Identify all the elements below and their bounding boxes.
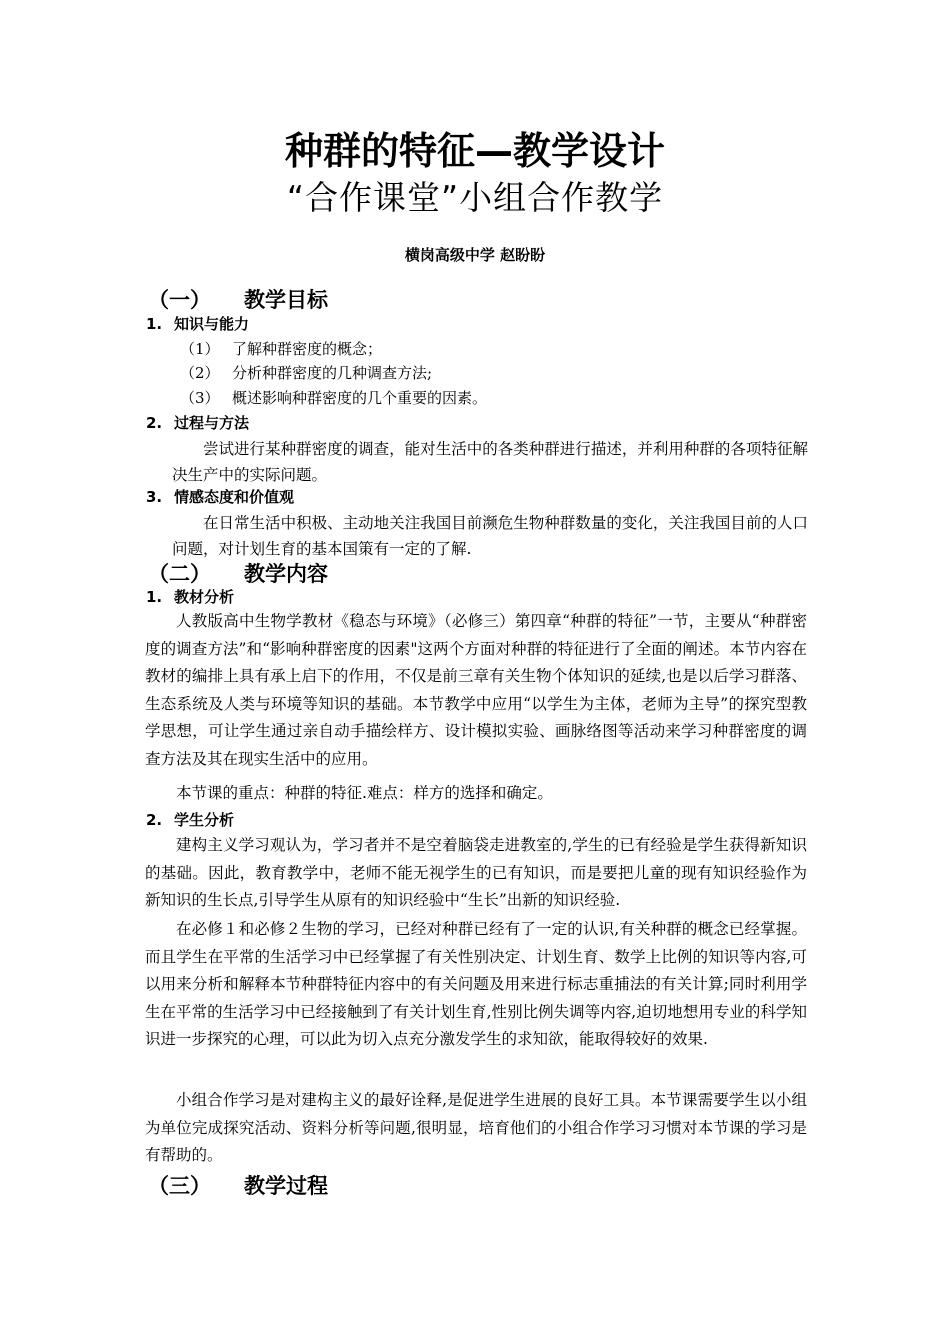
author-line: 横岗高级中学 赵盼盼: [404, 246, 546, 264]
list-item-text: 概述影响种群密度的几个重要的因素。: [232, 389, 488, 407]
subheading-knowledge: [146, 313, 249, 335]
list-item: [180, 362, 432, 384]
paragraph-constructivism: 建构主义学习观认为，学习者并不是空着脑袋走进教室的,学生的已有经验是学生获得新知识的基础。因此，教育教学中，老师不能无视学生的已有知识，而是要把儿童的现有知识经验作为新知识的生长点,引导学生从原有的知识经验中“生长”出新的知识经验.: [145, 836, 807, 909]
section-title: 教学过程: [244, 1174, 328, 1198]
subheading-number: 3.: [146, 488, 163, 506]
list-item: [180, 387, 487, 409]
paragraph-textbook: 人教版高中生物学教材《稳态与环境》（必修三）第四章“种群的特征”一节，主要从“种群密度的调查方法”和“影响种群密度的因素"这两个方面对种群的特征进行了全面的阐述。本节内容在教材的编排上具有承上启下的作用，不仅是前三章有关生物个体知识的延续,也是以后学习群落、生态系统及人类与环境等知识的基础。本节教学中应用“以学生为主体，老师为主导”的探究型教学思想，可让学生通过亲自动手描绘样方、设计模拟实验、画脉络图等活动来学习种群密度的调查方法及其在现实生活中的应用。: [145, 612, 807, 768]
subheading-title: 过程与方法: [174, 414, 250, 432]
list-item-number: （1）: [180, 340, 220, 358]
subheading-title: 学生分析: [174, 811, 235, 829]
subheading-students: [146, 809, 234, 831]
section-number: （一）: [148, 288, 211, 312]
subheading-textbook: [146, 586, 234, 608]
paragraph-key-points: 本节课的重点：种群的特征.难点：样方的选择和确定。: [176, 784, 553, 802]
list-item: [180, 338, 382, 360]
section-number: （二）: [148, 562, 211, 586]
subheading-number: 1.: [146, 588, 163, 606]
section-heading-process: [148, 1172, 328, 1200]
subheading-title: 情感态度和价值观: [174, 488, 295, 506]
section-title: 教学目标: [244, 288, 328, 312]
paragraph-prior-knowledge: 在必修１和必修２生物的学习，已经对种群已经有了一定的认识,有关种群的概念已经掌握。而且学生在平常的生活学习中已经掌握了有关性别决定、计划生育、数学上比例的知识等内容,可以用来分析和解释本节种群特征内容中的有关问题及用来进行标志重捕法的有关计算;同时利用学生在平常的生活学习中已经接触到了有关计划生育,性别比例失调等内容,迫切地想用专业的科学知识进一步探究的心理，可以此为切入点充分激发学生的求知欲，能取得较好的效果.: [145, 920, 807, 1048]
subheading-process: [146, 412, 249, 434]
list-item-text: 分析种群密度的几种调查方法;: [232, 364, 433, 382]
subheading-attitude: [146, 486, 294, 508]
list-item-number: （2）: [180, 364, 220, 382]
document-title: 种群的特征—教学设计: [284, 129, 665, 173]
subheading-number: 1.: [146, 315, 163, 333]
paragraph-cooperative: 小组合作学习是对建构主义的最好诠释,是促进学生进展的良好工具。本节课需要学生以小组为单位完成探究活动、资料分析等问题,很明显，培育他们的小组合作学习习惯对本节课的学习是有帮助的。: [145, 1091, 807, 1164]
section-heading-goals: [148, 286, 328, 314]
list-item-number: （3）: [180, 389, 220, 407]
document-subtitle: “合作课堂”小组合作教学: [286, 178, 664, 217]
subheading-title: 教材分析: [174, 588, 235, 606]
section-number: （三）: [148, 1174, 211, 1198]
subheading-number: 2.: [146, 414, 163, 432]
subheading-title: 知识与能力: [174, 315, 250, 333]
subheading-number: 2.: [146, 811, 163, 829]
paragraph-process: 尝试进行某种群密度的调查，能对生活中的各类种群进行描述，并利用种群的各项特征解决生产中的实际问题。: [172, 440, 808, 484]
section-heading-content: [148, 560, 328, 588]
section-title: 教学内容: [244, 562, 328, 586]
paragraph-attitude: 在日常生活中积极、主动地关注我国目前濒危生物种群数量的变化，关注我国目前的人口问题，对计划生育的基本国策有一定的了解.: [172, 514, 808, 558]
list-item-text: 了解种群密度的概念；: [232, 340, 383, 358]
